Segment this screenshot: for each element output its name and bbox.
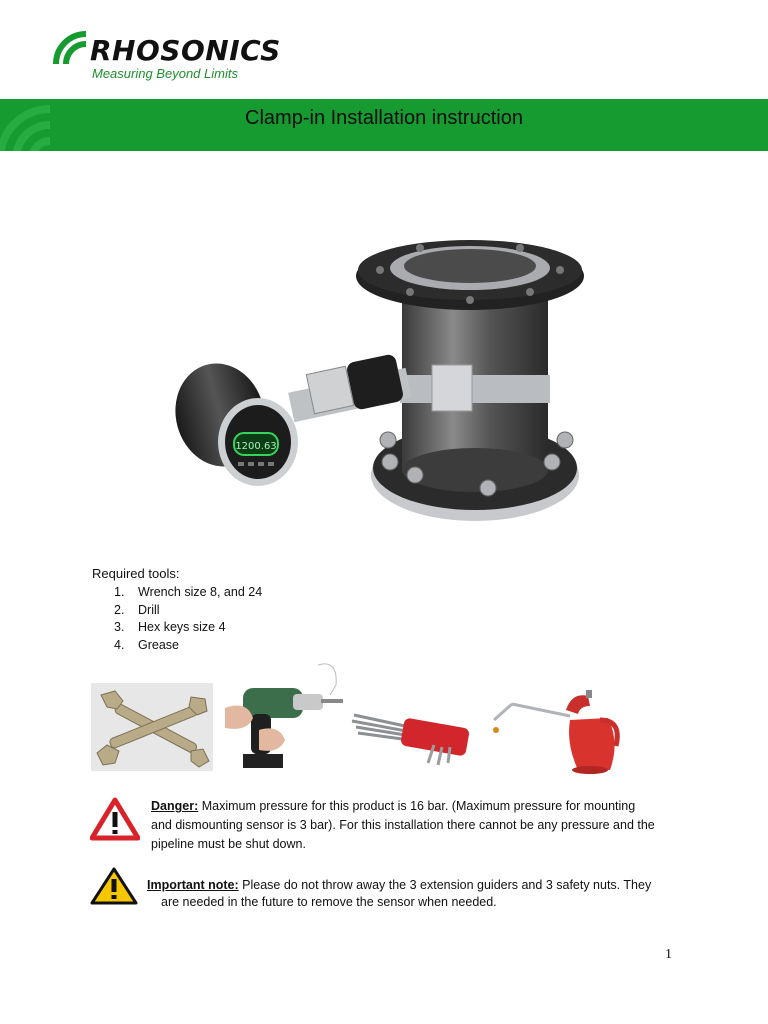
header-bar (0, 99, 768, 151)
danger-note: Danger: Maximum pressure for this product is 16 bar. (Maximum pressure for mounting and dismounting sensor is 3 bar). For this installation there cannot be any pressure and the pipeline must be shut down. (151, 799, 655, 851)
brand-name: RHOSONICS (90, 34, 281, 67)
tool-label: Hex keys size 4 (138, 620, 226, 634)
page-number: 1 (665, 947, 672, 962)
tool-label: Wrench size 8, and 24 (138, 585, 263, 599)
product-image (170, 230, 600, 540)
oil-can-photo (490, 690, 622, 774)
drill-photo (223, 660, 353, 772)
important-note: Important note: Please do not throw away the 3 extension guiders and 3 safety nuts. They are needed in the future to remove the sensor when needed. (147, 878, 652, 909)
page-title: Clamp-in Installation instruction (245, 107, 523, 129)
wrench-photo (91, 683, 213, 771)
tool-label: Grease (138, 637, 179, 652)
tool-label: Drill (138, 602, 160, 617)
display-value: 1200.63 (235, 441, 277, 452)
important-label: Important note: (147, 878, 239, 892)
danger-label: Danger: (151, 799, 199, 813)
hex-keys-photo (348, 705, 476, 767)
danger-warning-icon (90, 797, 140, 841)
brand-logo (52, 26, 282, 86)
caution-icon (90, 866, 138, 906)
brand-tagline: Measuring Beyond Limits (92, 66, 238, 81)
tools-heading: Required tools: (92, 566, 180, 581)
